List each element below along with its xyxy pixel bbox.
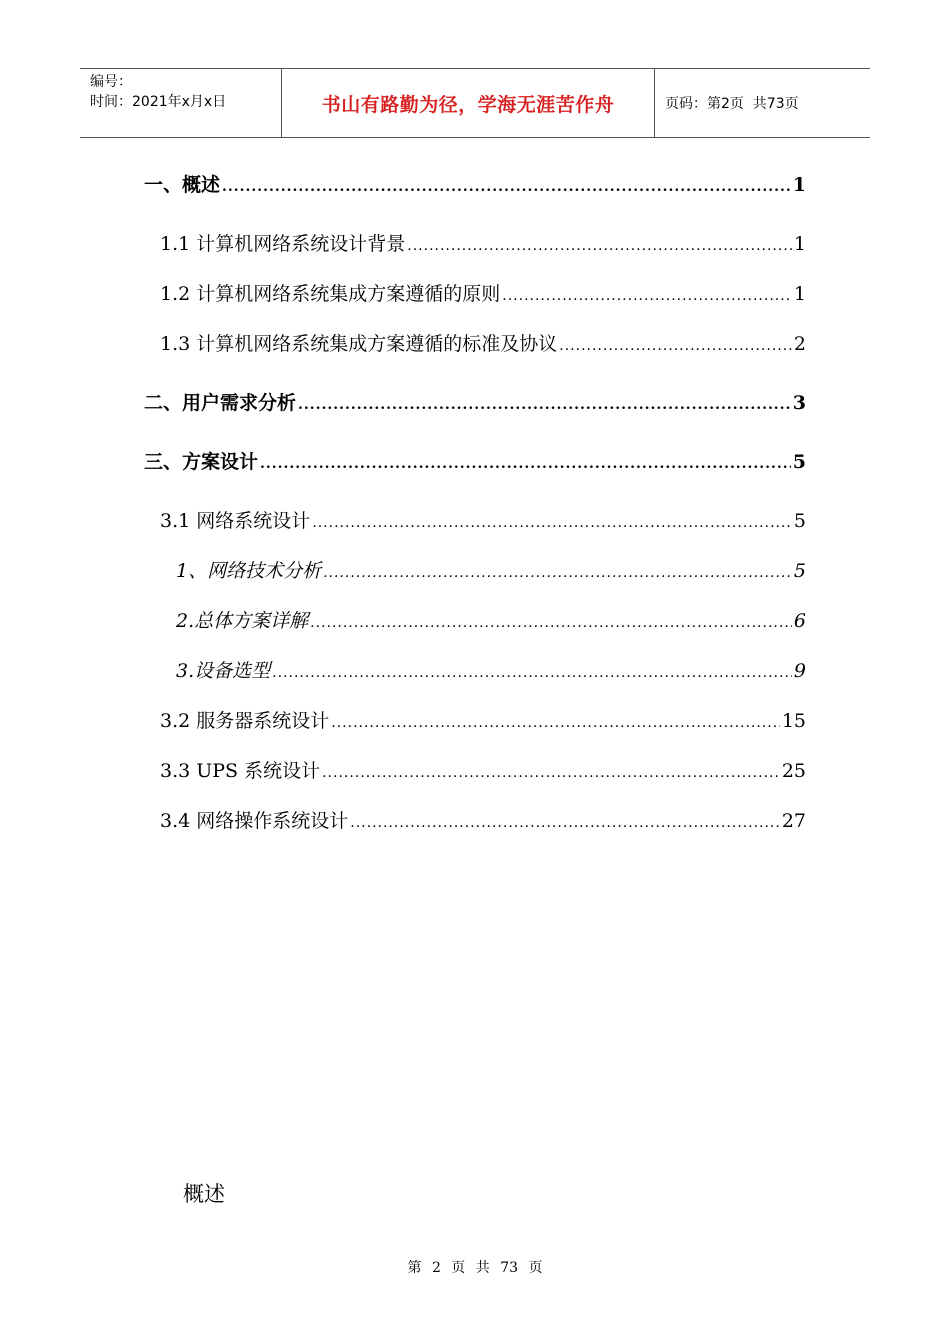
toc-entry[interactable] [176,657,806,685]
toc-leader [323,559,792,587]
toc-entry-label: 3.1 网络系统设计 [160,510,311,532]
toc-leader [331,709,780,737]
toc-entry-page: 5 [793,560,806,582]
page-footer: 第 2 页 共 73 页 [407,1260,543,1276]
toc-entry[interactable] [160,330,806,358]
toc-entry-page: 1 [793,233,806,255]
toc-leader [350,809,780,837]
toc-leader [322,759,780,787]
toc-leader [272,659,792,687]
toc-entry-label: 2.总体方案详解 [176,610,309,632]
toc-entry-page: 6 [793,610,806,632]
toc-entry-label: 1.1 计算机网络系统设计背景 [160,233,406,255]
toc-entry-label: 3.3 UPS 系统设计 [160,760,321,782]
toc-leader [312,509,792,537]
toc-entry-page: 25 [781,760,806,782]
toc-entry-page: 27 [781,810,806,832]
toc-leader [502,282,792,310]
toc-leader [310,609,792,637]
toc-leader [559,332,792,360]
toc-entry[interactable] [160,807,806,835]
toc-entry-label: 1.3 计算机网络系统集成方案遵循的标准及协议 [160,333,558,355]
toc-entry-page: 15 [781,710,806,732]
toc-entry-label: 二、用户需求分析 [144,392,297,414]
toc-entry-page: 5 [793,510,806,532]
toc-entry-page: 3 [792,392,806,414]
toc-entry[interactable] [176,557,806,585]
toc-entry[interactable] [144,448,806,476]
header-page-info [655,69,870,137]
toc-leader [260,450,791,478]
toc-leader [407,232,792,260]
toc-entry-page: 1 [792,174,806,196]
toc-leader [298,391,791,419]
toc-entry-page: 5 [792,451,806,473]
header-page-info-text: 页码：第2页 共73页 [665,96,799,112]
toc-entry-label: 三、方案设计 [144,451,259,473]
toc-entry-label: 3.4 网络操作系统设计 [160,810,349,832]
section-heading: 概述 [183,1182,225,1206]
toc-entry[interactable] [160,280,806,308]
toc-entry-label: 1.2 计算机网络系统集成方案遵循的原则 [160,283,501,305]
toc-entry[interactable] [160,757,806,785]
header-motto: 书山有路勤为径，学海无涯苦作舟 [282,69,655,137]
toc-entry-label: 3.2 服务器系统设计 [160,710,330,732]
header-meta [80,69,282,137]
toc-entry-label: 3.设备选型 [176,660,271,682]
toc-entry-page: 1 [793,283,806,305]
toc-entry-page: 2 [793,333,806,355]
header-number-label: 编号： [90,74,132,90]
toc-entry-label: 1、网络技术分析 [176,560,322,582]
toc-entry[interactable] [160,230,806,258]
header-time-label: 时间：2021年x月x日 [90,94,227,110]
toc-entry-label: 一、概述 [144,174,221,196]
toc-entry[interactable] [144,171,806,199]
toc-entry[interactable] [144,389,806,417]
toc-leader [222,173,791,201]
page-header [80,68,870,138]
toc-entry[interactable] [160,707,806,735]
toc-entry-page: 9 [793,660,806,682]
toc-entry[interactable] [176,607,806,635]
toc-entry[interactable] [160,507,806,535]
